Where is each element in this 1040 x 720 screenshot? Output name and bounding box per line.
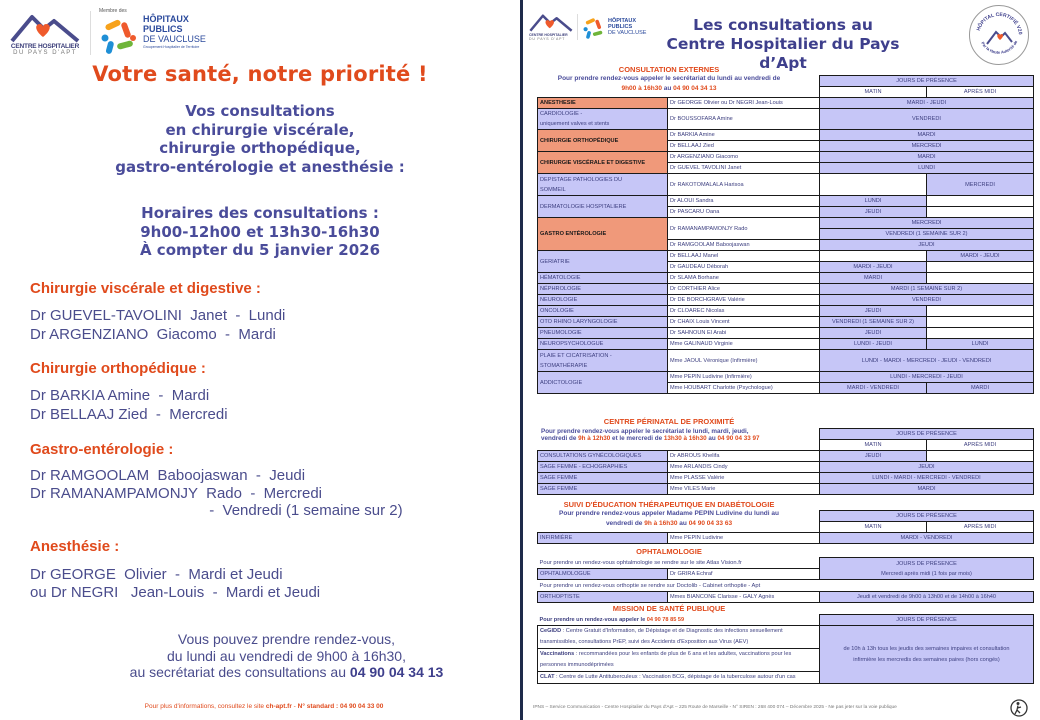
specialty-cell: ANESTHESIE (538, 98, 668, 109)
perinatal-intro: Pour prendre rendez-vous appeler le secrétariat le lundi, mardi, jeudi, vendredi de 9h à 12h30 et le mercredi de 13h30 à 16h30 au 04 90 04 33 97 (541, 428, 760, 442)
schedule-matin-cell: MARDI - VENDREDI (820, 383, 927, 394)
appointment-info: Vous pouvez prendre rendez-vous, du lundi au vendredi de 9h00 à 16h30, au secrétariat des consultations au 04 90 04 34 13 (129, 631, 444, 680)
table-row (538, 451, 1034, 462)
slogan: Votre santé, notre priorité ! (92, 62, 428, 86)
right-page (523, 0, 1040, 720)
section-title-externes: CONSULTATION EXTERNES (618, 65, 720, 74)
svg-text:Par la Haute Autorité de Santé: Par la Haute Autorité de (980, 39, 1019, 55)
section-title-ophtalmologie: OPHTALMOLOGIE (636, 547, 702, 556)
centre-hospitalier-logo: CENTRE HOSPITALIER DU PAYS D'APT (6, 9, 84, 57)
hopitaux-publics-logo: HÔPITAUX PUBLICS DE VAUCLUSE (582, 12, 652, 42)
doctor-cell: Dr ARGENZIANO Giacomo (668, 152, 820, 163)
doctor-cell: Dr GEORGE Olivier ou Dr NEGRI Jean-Louis (668, 98, 820, 109)
spacer (538, 87, 820, 98)
schedule-aprem-cell (927, 306, 1034, 317)
left-footer: Pour plus d'informations, consultez le site ch-apt.fr - N° standard : 04 90 04 33 00 (144, 703, 384, 710)
certified-hospital-icon (970, 6, 1028, 64)
specialty-cell: CHIRURGIE VISCÉRALE ET DIGESTIVE (538, 152, 668, 174)
doctor-cell: Dr BELLAAJ Zied (668, 141, 820, 152)
doctor-cell: Mme PEPIN Ludivine (668, 533, 820, 544)
header-aprem: APRÈS MIDI (927, 87, 1034, 98)
doctor-line: Dr GEORGE Olivier - Mardi et Jeudi (30, 566, 283, 583)
page-title: Les consultations au Centre Hospitalier du Pays d’Apt (666, 16, 900, 72)
specialty-cell: PLAIE ET CICATRISATION - STOMATHÉRAPIE (538, 350, 668, 372)
schedule-cell: MERCREDI (820, 141, 1034, 152)
doctor-cell: Mmes BIANCONE Clarisse - GALY Agnès (668, 592, 820, 603)
certification-badge (969, 5, 1029, 65)
schedule-matin-cell (820, 174, 927, 196)
table-row (538, 350, 1034, 372)
table-row (538, 295, 1034, 306)
schedule-matin-cell: LUNDI - JEUDI (820, 339, 927, 350)
table-row (538, 109, 1034, 130)
specialty-cell: ORTHOPTISTE (538, 592, 668, 603)
schedule-cell: MERCREDI (820, 218, 1034, 229)
section-title-mission: MISSION DE SANTÉ PUBLIQUE (612, 604, 726, 613)
doctor-cell: Mme VILES Marie (668, 484, 820, 495)
doctor-cell: Dr BOUSSOFARA Amine (668, 109, 820, 130)
schedule-cell: MARDI (1 SEMAINE SUR 2) (820, 284, 1034, 295)
table-row (538, 339, 1034, 350)
doctor-cell: Mme PEPIN Ludivine (Infirmière) (668, 372, 820, 383)
website-link[interactable]: ch-apt.fr (265, 703, 292, 710)
logo-divider (577, 14, 578, 40)
mission-phone: 04 90 78 85 59 (646, 616, 685, 623)
specialty-cell: ONCOLOGIE (538, 306, 668, 317)
consultations-subheading: Vos consultations en chirurgie viscérale, chirurgie orthopédique, gastro-entérologie et anesthésie : (115, 102, 405, 176)
doctor-cell: Dr GUEVEL TAVOLINI Janet (668, 163, 820, 174)
table-row (538, 251, 1034, 262)
doctor-cell: Dr PASCARU Oana (668, 207, 820, 218)
schedule-aprem-cell: MERCREDI (927, 174, 1034, 196)
table-row (538, 284, 1034, 295)
schedule-cell: MARDI (820, 484, 1034, 495)
header-jours: JOURS DE PRÉSENCE (820, 429, 1034, 440)
header-matin: MATIN (820, 522, 927, 533)
externes-schedule-table (537, 75, 1034, 394)
doctor-line: Dr RAMGOOLAM Baboojaswan - Jeudi (30, 467, 306, 484)
doctor-cell: Mme JAOUL Véronique (Infirmière) (668, 350, 820, 372)
specialty-cell: HÉMATOLOGIE (538, 273, 668, 284)
schedule-aprem-cell (927, 328, 1034, 339)
spacer (538, 522, 820, 533)
section-title-anesthesie: Anesthésie : (30, 538, 120, 555)
consultation-hours: Horaires des consultations : 9h00-12h00 et 13h30-16h30 À compter du 5 janvier 2026 (139, 204, 381, 259)
mission-schedule-cell: de 10h à 13h tous les jeudis des semaines impaires et consultation infirmière les mercredis des semaines paires (hors congés) (820, 626, 1034, 684)
specialty-cell: ADDICTOLOGIE (538, 372, 668, 394)
spacer (538, 511, 820, 522)
table-row (538, 328, 1034, 339)
table-row (538, 130, 1034, 141)
specialty-cell: NEUROPSYCHOLOGUE (538, 339, 668, 350)
header-matin: MATIN (820, 87, 927, 98)
doctor-cell: Dr GAUDEAU Déborah (668, 262, 820, 273)
header-jours: JOURS DE PRÉSENCE Mercredi après midi (1 fois par mois) (820, 558, 1034, 580)
doctor-line: Dr GUEVEL-TAVOLINI Janet - Lundi (30, 307, 286, 324)
table-row (538, 533, 1034, 544)
table-row (538, 273, 1034, 284)
mountain-heart-icon (529, 12, 573, 32)
doctor-cell: Dr ABROUS Khelifa (668, 451, 820, 462)
schedule-matin-cell: JEUDI (820, 207, 927, 218)
schedule-aprem-cell (927, 451, 1034, 462)
doctor-cell: Dr RAMGOOLAM Baboojaswan (668, 240, 820, 251)
schedule-matin-cell: LUNDI (820, 196, 927, 207)
section-title-diabetologie: SUIVI D'ÉDUCATION THÉRAPEUTIQUE EN DIABÉTOLOGIE (563, 500, 775, 509)
schedule-cell: MARDI (820, 152, 1034, 163)
table-row (538, 484, 1034, 495)
schedule-cell: LUNDI (820, 163, 1034, 174)
doctor-line: ou Dr NEGRI Jean-Louis - Mardi et Jeudi (30, 584, 321, 601)
specialty-cell: INFIRMIÈRE (538, 533, 668, 544)
schedule-aprem-cell: MARDI - JEUDI (927, 251, 1034, 262)
table-row (538, 218, 1034, 229)
doctor-cell: Mme PLASSE Valérie (668, 473, 820, 484)
mission-schedule-table (537, 614, 1034, 684)
schedule-matin-cell (820, 251, 927, 262)
externes-intro: Pour prendre rendez-vous appeler le secrétariat du lundi au vendredi de 9h00 à 16h30 au 04 90 04 34 13 (557, 75, 781, 92)
mission-item-cell: CLAT : Centre de Lutte Antituberculeux : Vaccination BCG, dépistage de la tuberculose autour d'un cas (538, 672, 820, 684)
doctor-line: Dr ARGENZIANO Giacomo - Mardi (30, 326, 276, 343)
schedule-matin-cell: MARDI - JEUDI (820, 262, 927, 273)
schedule-matin-cell: MARDI (820, 273, 927, 284)
schedule-aprem-cell (927, 273, 1034, 284)
ophtalmo-schedule-table (537, 557, 1034, 603)
schedule-cell: VENDREDI (820, 295, 1034, 306)
doctor-cell: Dr RAMANAMPAMONJY Rado (668, 218, 820, 240)
doctor-cell: Dr GRIRA Echraf (668, 569, 820, 580)
standard-phone: N° standard : 04 90 04 33 00 (297, 703, 384, 710)
spacer (538, 76, 820, 87)
schedule-cell: LUNDI - MARDI - MERCREDI - VENDREDI (820, 473, 1034, 484)
specialty-cell: GASTRO ENTÉROLOGIE (538, 218, 668, 251)
table-row (538, 317, 1034, 328)
header-aprem: APRÈS MIDI (927, 440, 1034, 451)
table-row (538, 196, 1034, 207)
schedule-cell: JEUDI (820, 462, 1034, 473)
people-pictogram-icon (99, 16, 139, 56)
section-title-gastro: Gastro-entérologie : (30, 441, 174, 458)
mission-item-cell: Vaccinations : recommandées pour les enfants de plus de 6 ans et les adultes, vaccinations pour les personnes immunodéprimées (538, 649, 820, 672)
schedule-cell: VENDREDI (1 SEMAINE SUR 2) (820, 229, 1034, 240)
schedule-aprem-cell (927, 317, 1034, 328)
table-row (538, 462, 1034, 473)
orthoptie-intro: Pour prendre un rendez-vous orthoptie se rendre sur Doctolib - Cabinet orthoptie - Apt (539, 582, 761, 589)
doctor-line: - Vendredi (1 semaine sur 2) (30, 502, 403, 519)
schedule-cell: Jeudi et vendredi de 9h00 à 13h00 et de 14h00 à 16h40 (820, 592, 1034, 603)
specialty-cell: GERIATRIE (538, 251, 668, 273)
diabeto-schedule-table (537, 510, 1034, 544)
schedule-cell: LUNDI - MARDI - MERCREDI - JEUDI - VENDREDI (820, 350, 1034, 372)
doctor-cell: Dr CORTHIER Alice (668, 284, 820, 295)
svg-text:HÔPITAL CERTIFIÉ V2020: HÔPITAL CERTIFIÉ V20 (975, 11, 1023, 35)
schedule-aprem-cell (927, 207, 1034, 218)
specialty-cell: CHIRURGIE ORTHOPÉDIQUE (538, 130, 668, 152)
doctor-cell: Mme ARLANDIS Cindy (668, 462, 820, 473)
mountain-heart-icon (10, 11, 80, 43)
doctor-cell: Mme GALINAUD Virginie (668, 339, 820, 350)
specialty-cell: PNEUMOLOGIE (538, 328, 668, 339)
doctor-cell: Dr SLAMA Borhane (668, 273, 820, 284)
doctor-line: Dr BARKIA Amine - Mardi (30, 387, 210, 404)
schedule-matin-cell: VENDREDI (1 SEMAINE SUR 2) (820, 317, 927, 328)
table-row (538, 98, 1034, 109)
section-title-chirurgie-orthopedique: Chirurgie orthopédique : (30, 360, 206, 377)
schedule-aprem-cell: MARDI (927, 383, 1034, 394)
hopitaux-publics-logo: Membre des HÔPITAUX PUBLICS DE VAUCLUSE Groupement Hospitalier de Territoire (99, 8, 219, 58)
schedule-aprem-cell (927, 196, 1034, 207)
specialty-cell: NEUROLOGIE (538, 295, 668, 306)
schedule-cell: LUNDI - MERCREDI - JEUDI (820, 372, 1034, 383)
doctor-cell: Dr ALOUI Sandra (668, 196, 820, 207)
specialty-cell: SAGE FEMME (538, 484, 668, 495)
specialty-cell: NÉPHROLOGIE (538, 284, 668, 295)
centre-hospitalier-logo: CENTRE HOSPITALIER DU PAYS D'APT (529, 12, 573, 42)
doctor-cell: Dr BARKIA Amine (668, 130, 820, 141)
doctor-line: Dr BELLAAJ Zied - Mercredi (30, 406, 228, 423)
header-jours: JOURS DE PRÉSENCE (820, 511, 1034, 522)
doctor-cell: Dr CLOAREC Nicolas (668, 306, 820, 317)
schedule-cell: VENDREDI (820, 109, 1034, 130)
specialty-cell: SAGE FEMME (538, 473, 668, 484)
schedule-matin-cell: JEUDI (820, 328, 927, 339)
secretariat-phone: 04 90 04 34 13 (349, 664, 444, 680)
table-row (538, 152, 1034, 163)
specialty-cell: OPHTALMOLOGUE (538, 569, 668, 580)
doctor-cell: Dr CHAIX Louis Vincent (668, 317, 820, 328)
header-matin: MATIN (820, 440, 927, 451)
diabeto-intro: Pour prendre rendez-vous appeler Madame PEPIN Ludivine du lundi au vendredi de 9h à 16h30 au 04 90 04 33 63 (559, 510, 779, 527)
schedule-matin-cell: JEUDI (820, 451, 927, 462)
header-jours: JOURS DE PRÉSENCE (820, 76, 1034, 87)
header-jours: JOURS DE PRÉSENCE (820, 615, 1034, 626)
specialty-cell: SAGE FEMME - ECHOGRAPHIES (538, 462, 668, 473)
mission-item-cell: CeGIDD : Centre Gratuit d'Information, de Dépistage et de Diagnostic des infections sexuellement transmissibles, consultations PrEP, suivi des Accidents d'Exposition aux Virus (AEV) (538, 626, 820, 649)
specialty-cell: OTO RHINO LARYNGOLOGIE (538, 317, 668, 328)
doctor-cell: Mme HOUBART Charlotte (Psychologue) (668, 383, 820, 394)
specialty-cell: CONSULTATIONS GYNÉCOLOGIQUES (538, 451, 668, 462)
section-title-perinatal: CENTRE PÉRINATAL DE PROXIMITÉ (603, 417, 735, 426)
spacer (538, 440, 820, 451)
table-row (538, 372, 1034, 383)
right-footer: IPNS – Service Communication - Centre Hospitalier du Pays d'Apt – 225 Route de Marseille - N° SIREN : 268 400 074 – Décembre 2025 - Ne pas jeter sur la voie publique (533, 705, 897, 710)
specialty-cell: DERMATOLOGIE HOSPITALIERE (538, 196, 668, 218)
schedule-cell: MARDI - VENDREDI (820, 533, 1034, 544)
schedule-aprem-cell (927, 262, 1034, 273)
ophtalmo-intro: Pour prendre un rendez-vous ophtalmologie se rendre sur le site Atlas Vision.fr (539, 559, 742, 566)
schedule-aprem-cell: LUNDI (927, 339, 1034, 350)
spacer (538, 429, 820, 440)
schedule-cell: JEUDI (820, 240, 1034, 251)
logo-divider (90, 11, 91, 55)
table-row (538, 174, 1034, 196)
logo-bar (6, 8, 219, 58)
header-aprem: APRÈS MIDI (927, 522, 1034, 533)
doctor-cell: Dr SAHNOUN El Arabi (668, 328, 820, 339)
do-not-litter-icon (1010, 699, 1028, 717)
schedule-cell: MARDI (820, 130, 1034, 141)
doctor-line: Dr RAMANAMPAMONJY Rado - Mercredi (30, 485, 322, 502)
mission-intro: Pour prendre un rendez-vous appeler le 04 90 78 85 59 (539, 616, 685, 623)
doctor-cell: Dr BELLAAJ Manel (668, 251, 820, 262)
specialty-cell: DEPISTAGE PATHOLOGIES DU SOMMEIL (538, 174, 668, 196)
perinatal-schedule-table (537, 428, 1034, 495)
table-row (538, 473, 1034, 484)
section-title-chirurgie-viscerale: Chirurgie viscérale et digestive : (30, 280, 261, 297)
specialty-cell: CARDIOLOGIE - uniquement valves et stents (538, 109, 668, 130)
people-pictogram-icon (582, 16, 606, 40)
schedule-matin-cell: JEUDI (820, 306, 927, 317)
doctor-cell: Dr DE BORCHGRAVE Valérie (668, 295, 820, 306)
table-row (538, 306, 1034, 317)
schedule-cell: MARDI - JEUDI (820, 98, 1034, 109)
doctor-cell: Dr RAKOTOMALALA Harisoa (668, 174, 820, 196)
logo-bar-small (529, 12, 652, 42)
